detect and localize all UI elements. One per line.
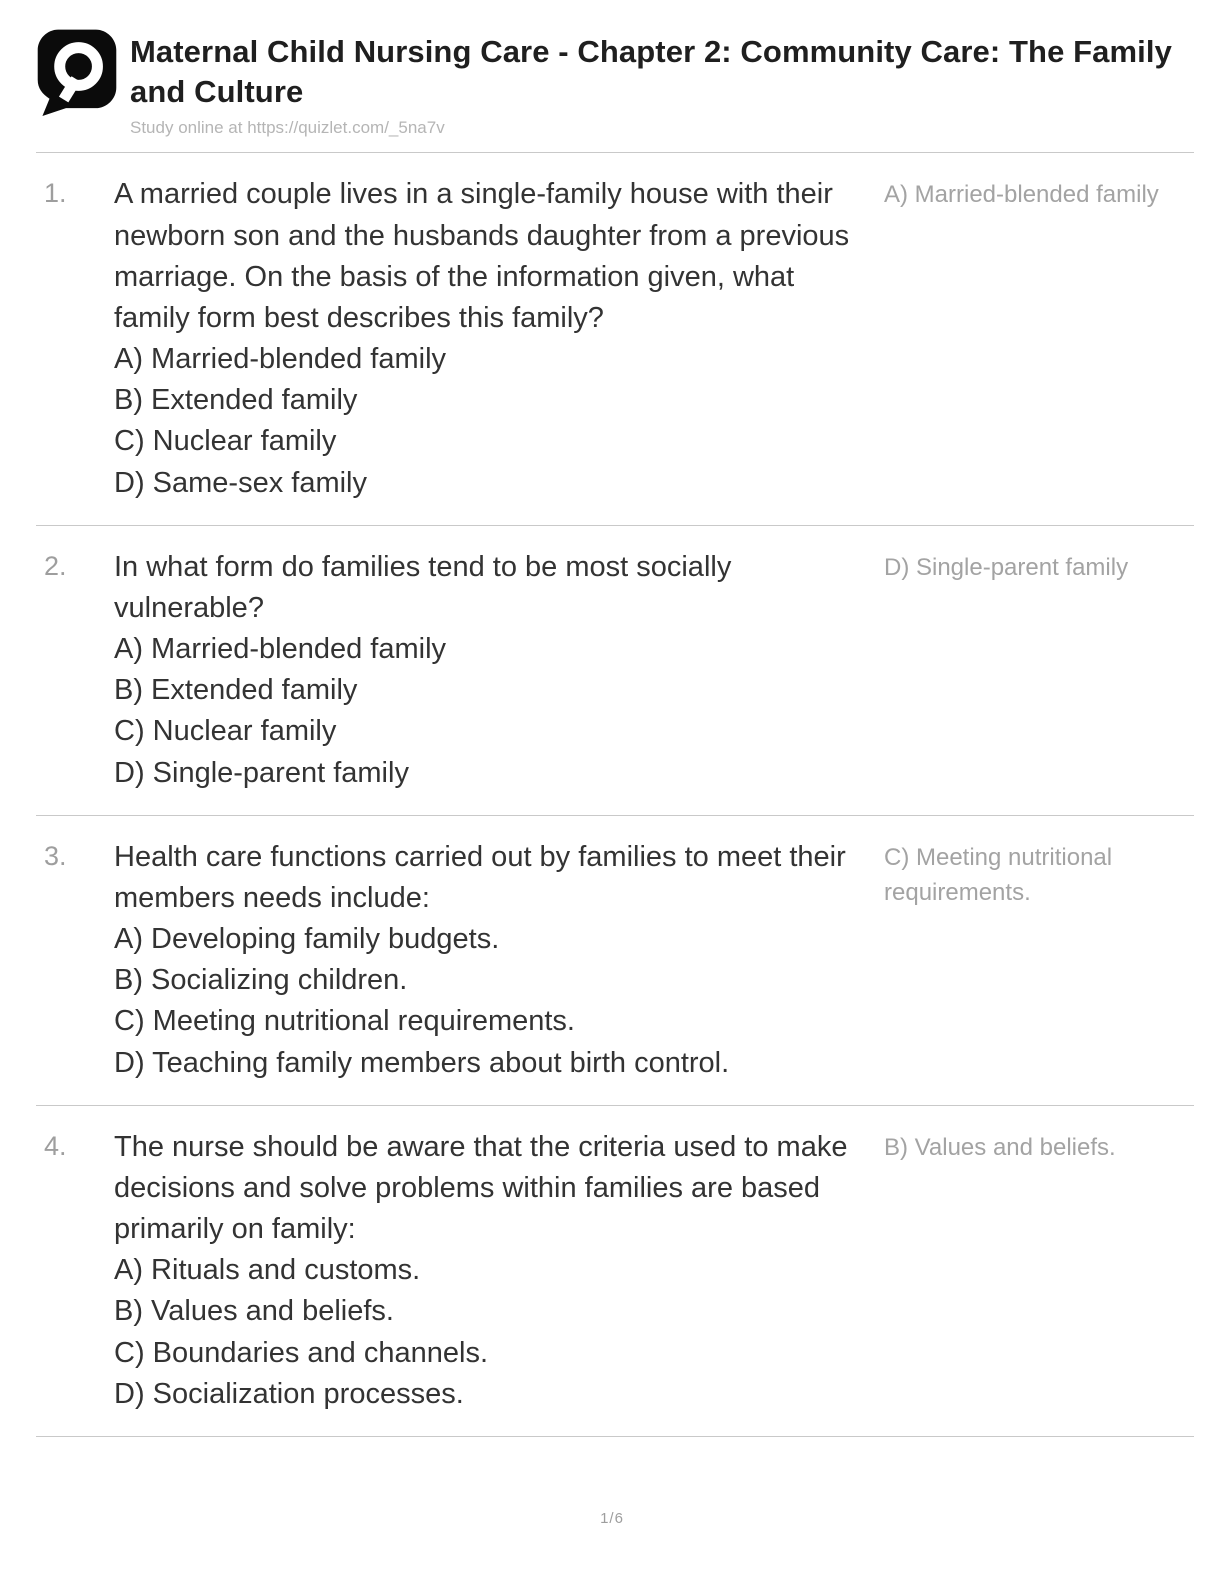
question-option-c: C) Nuclear family <box>114 425 337 458</box>
question-body <box>114 1127 870 1415</box>
header-text-block <box>130 32 1194 138</box>
question-option-a: A) Married-blended family <box>114 343 447 376</box>
question-option-b: B) Extended family <box>114 674 358 707</box>
question-body <box>114 174 870 503</box>
quizlet-q-logo-icon <box>36 28 118 118</box>
divider <box>36 1436 1194 1437</box>
study-online-url: Study online at https://quizlet.com/_5na7v <box>130 118 445 138</box>
answer-text: D) Single-parent family <box>884 553 1129 581</box>
question-option-a: A) Rituals and customs. <box>114 1254 421 1287</box>
question-number: 2. <box>44 550 67 581</box>
answer-text: A) Married-blended family <box>884 181 1159 209</box>
question-body <box>114 837 870 1084</box>
question-item-4 <box>36 1106 1194 1436</box>
answer-text: B) Values and beliefs. <box>884 1133 1116 1161</box>
question-option-d: D) Teaching family members about birth control. <box>114 1046 730 1079</box>
question-option-a: A) Married-blended family <box>114 633 447 666</box>
question-option-c: C) Boundaries and channels. <box>114 1336 489 1369</box>
question-option-c: C) Meeting nutritional requirements. <box>114 1005 575 1038</box>
question-option-b: B) Values and beliefs. <box>114 1295 394 1328</box>
question-option-a: A) Developing family budgets. <box>114 923 500 956</box>
document-title: Maternal Child Nursing Care - Chapter 2: Community Care: The Family and Culture <box>130 34 1172 109</box>
question-number: 3. <box>44 840 67 871</box>
question-text: A married couple lives in a single-family house with their newborn son and the husbands daughter from a previous marriage. On the basis of the information given, what family form best describes this family? <box>114 178 850 334</box>
question-option-d: D) Socialization processes. <box>114 1377 464 1410</box>
question-option-b: B) Socializing children. <box>114 964 408 997</box>
question-option-c: C) Nuclear family <box>114 715 337 748</box>
document-header <box>36 26 1194 138</box>
question-option-d: D) Same-sex family <box>114 466 367 499</box>
question-item-1 <box>36 153 1194 524</box>
page-footer <box>0 1510 1224 1528</box>
question-number: 4. <box>44 1130 67 1161</box>
question-text: In what form do families tend to be most socially vulnerable? <box>114 550 732 624</box>
question-text: Health care functions carried out by families to meet their members needs include: <box>114 840 846 914</box>
question-text: The nurse should be aware that the criteria used to make decisions and solve problems within families are based primarily on family: <box>114 1130 848 1246</box>
answer-text: C) Meeting nutritional requirements. <box>884 843 1113 906</box>
question-option-d: D) Single-parent family <box>114 756 409 789</box>
question-item-2 <box>36 526 1194 815</box>
question-item-3 <box>36 816 1194 1105</box>
question-number: 1. <box>44 178 67 209</box>
quizlet-q-logo-svg <box>36 28 118 116</box>
question-option-b: B) Extended family <box>114 384 358 417</box>
page-number: 1/6 <box>600 1510 624 1527</box>
question-body <box>114 547 870 794</box>
